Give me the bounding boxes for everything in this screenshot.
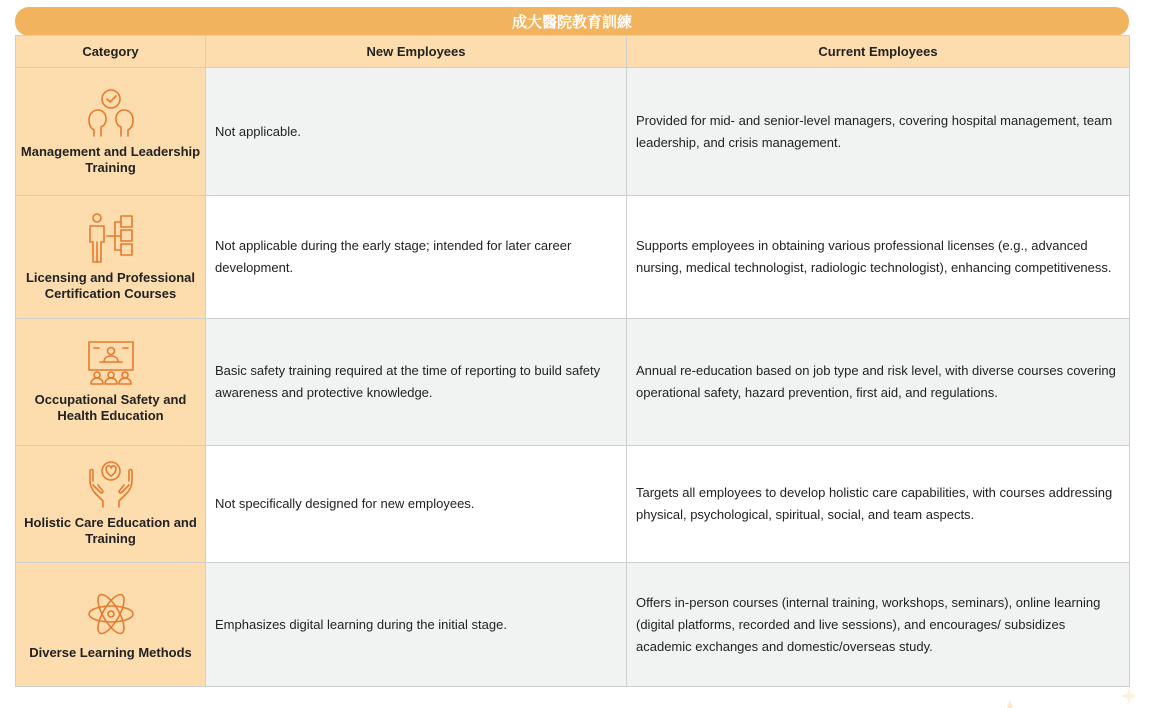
header-category: Category (16, 36, 206, 68)
corner-sparkle-icon (997, 686, 1147, 708)
header-new-employees: New Employees (206, 36, 627, 68)
page-title: 成大醫院教育訓練 (15, 7, 1129, 36)
category-label: Holistic Care Education and Training (24, 515, 197, 546)
category-cell (16, 68, 206, 196)
table-row (16, 319, 1130, 446)
table-row (16, 446, 1130, 563)
category-label: Licensing and Professional Certification Courses (25, 270, 196, 301)
table-header-row (16, 36, 1130, 68)
current-employees-cell: Supports employees in obtaining various professional licenses (e.g., advanced nursing, medical technologist, radiologic technologist), enhancing competitiveness. (627, 196, 1130, 319)
new-employees-cell: Not applicable during the early stage; intended for later career development. (206, 196, 627, 319)
org-chart-person-icon (20, 212, 201, 264)
table-row (16, 196, 1130, 319)
category-cell (16, 563, 206, 687)
table-row (16, 563, 1130, 687)
category-label: Management and Leadership Training (20, 143, 201, 175)
new-employees-cell: Not applicable. (206, 68, 627, 196)
current-employees-cell: Provided for mid- and senior-level managers, covering hospital management, team leadership, and crisis management. (627, 68, 1130, 196)
current-employees-cell: Annual re-education based on job type and risk level, with diverse courses covering operational safety, hazard prevention, first aid, and regulations. (627, 319, 1130, 446)
classroom-training-icon (20, 340, 201, 386)
current-employees-cell: Targets all employees to develop holistic care capabilities, with courses addressing physical, psychological, spiritual, social, and team aspects. (627, 446, 1130, 563)
table-row (16, 68, 1130, 196)
header-current-employees: Current Employees (627, 36, 1130, 68)
leadership-heads-icon (20, 88, 201, 138)
caring-hands-heart-icon (20, 461, 201, 509)
new-employees-cell: Basic safety training required at the time of reporting to build safety awareness and protective knowledge. (206, 319, 627, 446)
category-label: Diverse Learning Methods (29, 644, 192, 660)
new-employees-cell: Emphasizes digital learning during the initial stage. (206, 563, 627, 687)
category-cell (16, 196, 206, 319)
category-cell (16, 319, 206, 446)
training-table (15, 35, 1130, 687)
category-cell (16, 446, 206, 563)
new-employees-cell: Not specifically designed for new employees. (206, 446, 627, 563)
current-employees-cell: Offers in-person courses (internal training, workshops, seminars), online learning (digital platforms, recorded and live sessions), and encourages/ subsidizes academic exchanges and domestic/overseas study. (627, 563, 1130, 687)
atom-icon (20, 589, 201, 639)
category-label: Occupational Safety and Health Education (34, 392, 187, 423)
